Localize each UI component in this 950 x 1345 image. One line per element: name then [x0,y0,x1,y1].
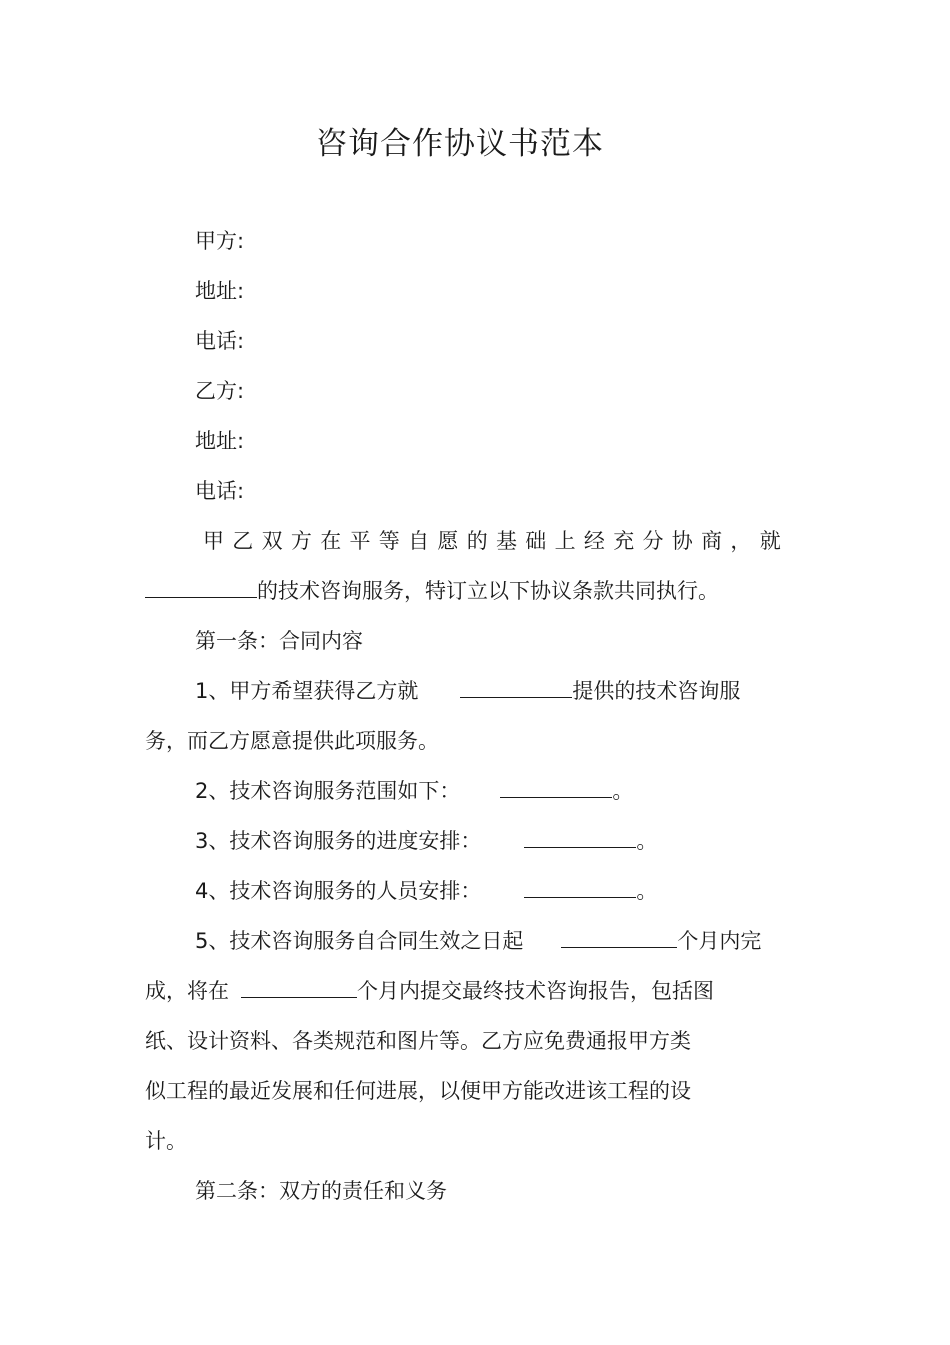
article-1-item-5-line-2 [145,976,714,1006]
item-3-text: 3、技术咨询服务的进度安排： [195,829,482,853]
party-b-name-label: 乙方: [195,379,245,403]
party-a-address-label: 地址: [195,279,245,303]
article-1-item-5 [195,926,761,956]
party-a-phone-label: 电话: [195,329,245,353]
blank-service-subject [145,577,257,598]
item-3-period: 。 [636,829,658,853]
blank-item-3 [524,827,636,848]
item-5-text-after: 个月内完 [677,929,762,953]
party-b-address-label: 地址: [195,429,245,453]
item-5-line-2-after: 个月内提交最终技术咨询报告，包括图 [357,979,714,1003]
article-1-item-5-line-4: 似工程的最近发展和任何进展，以便甲方能改进该工程的设 [145,1079,691,1103]
intro-line-2-text: 的技术咨询服务，特订立以下协议条款共同执行。 [257,579,719,603]
blank-item-2 [500,777,612,798]
article-1-item-4 [195,876,657,906]
blank-item-4 [524,877,636,898]
item-5-text-before: 5、技术咨询服务自合同生效之日起 [195,929,524,953]
document-title: 咨询合作协议书范本 [316,126,604,162]
intro-line-1: 甲乙双方在平等自愿的基础上经充分协商，就 [203,529,789,553]
article-1-item-2 [195,776,633,806]
item-1-text-before: 1、甲方希望获得乙方就 [195,679,419,703]
article-1-item-1 [195,676,740,706]
article-2-heading: 第二条：双方的责任和义务 [195,1179,447,1203]
item-4-period: 。 [636,879,658,903]
article-1-item-5-line-5: 计。 [145,1129,187,1153]
item-2-period: 。 [612,779,634,803]
article-1-heading: 第一条：合同内容 [195,629,363,653]
item-4-text: 4、技术咨询服务的人员安排： [195,879,482,903]
article-1-item-5-line-3: 纸、设计资料、各类规范和图片等。乙方应免费通报甲方类 [145,1029,691,1053]
article-1-item-1-line-2: 务，而乙方愿意提供此项服务。 [145,729,439,753]
blank-item-5-start [561,927,677,948]
blank-item-5-report [241,977,357,998]
intro-line-2 [145,576,719,606]
item-2-text: 2、技术咨询服务范围如下： [195,779,461,803]
blank-item-1 [460,677,572,698]
item-5-line-2-before: 成，将在 [145,979,229,1003]
article-1-item-3 [195,826,657,856]
item-1-text-after: 提供的技术咨询服 [572,679,741,703]
party-a-name-label: 甲方: [195,229,245,253]
party-b-phone-label: 电话: [195,479,245,503]
